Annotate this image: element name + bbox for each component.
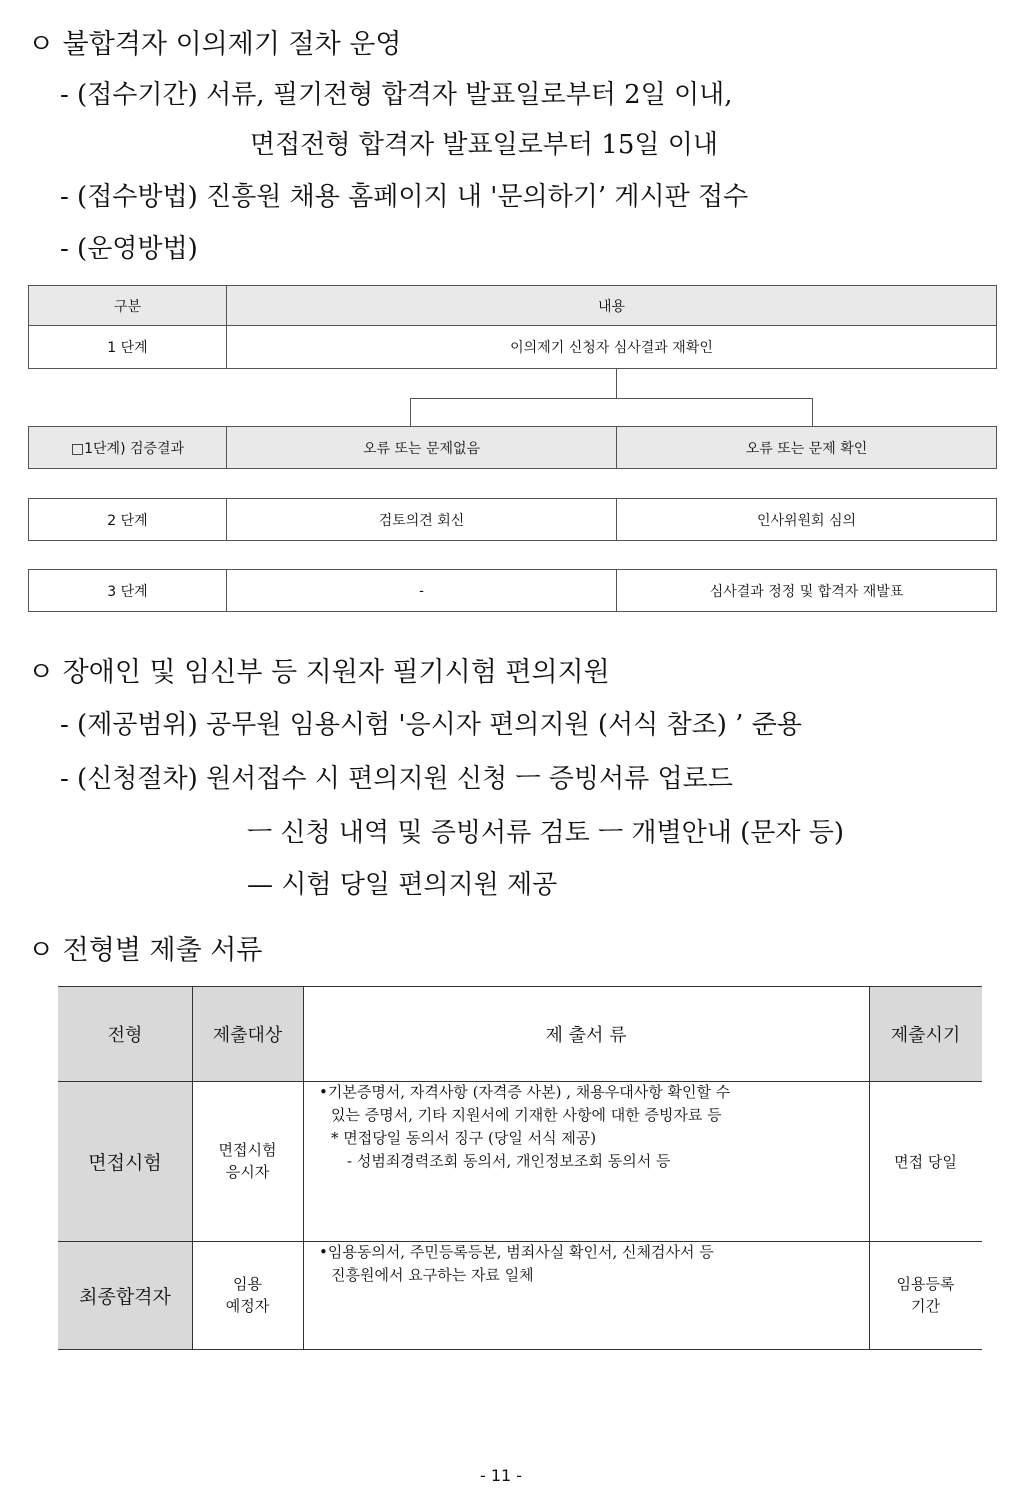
flow-result-label: □1단계) 검증결과 [29,427,227,468]
flow-step3-reannounce: 심사결과 정정 및 합격자 재발표 [709,583,904,600]
table-header-border [58,1081,982,1082]
row-timing [869,1241,982,1349]
table-bottom-border [58,1349,982,1350]
flow-connector-right [812,398,813,427]
table-top-border [58,986,982,987]
flow-header-category: 구분 [29,286,227,325]
objection-period-line2: 면접전형 합격자 발표일로부터 15일 이내 [250,130,718,160]
row-docs-line2: 있는 증명서, 기타 지원서에 기재한 사항에 대한 증빙자료 등 [331,1106,722,1124]
row-timing-line2: 기간 [911,1297,940,1315]
table-row [58,1241,982,1349]
flow-connector-stem [616,369,617,399]
documents-table-header [58,986,982,1081]
flow-step2-reply: 검토의견 회신 [227,499,617,540]
flow-header-row [28,285,997,326]
row-stage: 최종합격자 [58,1241,192,1349]
row-target [192,1241,303,1349]
table-col-divider [303,986,304,1350]
accommodation-procedure-line1: - (신청절차) 원서접수 시 편의지원 신청 ㅡ 증빙서류 업로드 [60,764,733,794]
row-target-line1: 임용 [233,1275,262,1293]
flow-connector-branch [410,398,813,399]
accommodation-procedure-line2: ㅡ 신청 내역 및 증빙서류 검토 ㅡ 개별안내 (문자 등) [247,818,844,848]
row-docs-line1: •기본증명서, 자격사항 (자격증 사본) , 채용우대사항 확인할 수 [319,1083,731,1101]
objection-period-line1: - (접수기간) 서류, 필기전형 합격자 발표일로부터 2일 이내, [60,80,733,110]
flow-step2-label: 2 단계 [29,499,227,540]
header-timing: 제출시기 [890,1024,961,1046]
flow-step1-row [28,325,997,369]
row-timing-line1: 임용등록 [896,1275,955,1293]
flow-step3-label: 3 단계 [29,570,227,611]
row-docs-line4: - 성범죄경력조회 동의서, 개인정보조회 동의서 등 [347,1152,671,1170]
page-number: - 11 - [480,1466,523,1485]
row-docs-line1: •임용동의서, 주민등록등본, 범죄사실 확인서, 신체검사서 등 [319,1243,714,1261]
objection-operation: - (운영방법) [60,234,198,264]
table-row-border [58,1241,982,1242]
section-title-documents: ㅇ 전형별 제출 서류 [28,935,263,966]
flow-step1-content: 이의제기 신청자 심사결과 재확인 [510,340,713,356]
section-title-accommodation: ㅇ 장애인 및 임신부 등 지원자 필기시험 편의지원 [28,657,610,688]
flow-result-error: 오류 또는 문제 확인 [745,440,868,457]
table-col-divider [869,986,870,1350]
flow-step2-row [28,498,997,541]
flow-step3-none: - [227,570,617,611]
flow-step3-row [28,569,997,612]
header-documents: 제 출서 류 [303,986,869,1081]
flow-header-content: 내용 [597,298,626,315]
row-target-line1: 면접시험 [218,1141,277,1159]
flow-step2-committee: 인사위원회 심의 [756,512,857,529]
row-stage: 면접시험 [58,1081,192,1241]
table-row [58,1081,982,1241]
header-stage: 전형 [107,1024,143,1046]
flow-result-no-error: 오류 또는 문제없음 [227,427,617,468]
row-timing: 면접 당일 [894,1152,957,1171]
row-docs-line3: * 면접당일 동의서 징구 (당일 서식 제공) [331,1129,597,1147]
accommodation-scope: - (제공범위) 공무원 임용시험 '응시자 편의지원 (서식 참조) ’ 준용 [60,710,802,740]
row-docs-line2: 진흥원에서 요구하는 자료 일체 [331,1266,534,1284]
row-documents [303,1081,869,1241]
row-documents [303,1241,869,1349]
accommodation-procedure-line3: — 시험 당일 편의지원 제공 [247,870,558,900]
header-target: 제출대상 [212,1024,283,1046]
table-col-divider [192,986,193,1350]
objection-method: - (접수방법) 진흥원 채용 홈페이지 내 '문의하기’ 게시판 접수 [60,182,749,212]
flow-connector-left [410,398,411,427]
row-target-line2: 응시자 [225,1163,270,1181]
flow-result-row [28,426,997,469]
section-title-objection: ㅇ 불합격자 이의제기 절차 운영 [28,29,402,60]
row-target [192,1081,303,1241]
flow-step1-label: 1 단계 [29,326,227,368]
row-target-line2: 예정자 [225,1297,270,1315]
